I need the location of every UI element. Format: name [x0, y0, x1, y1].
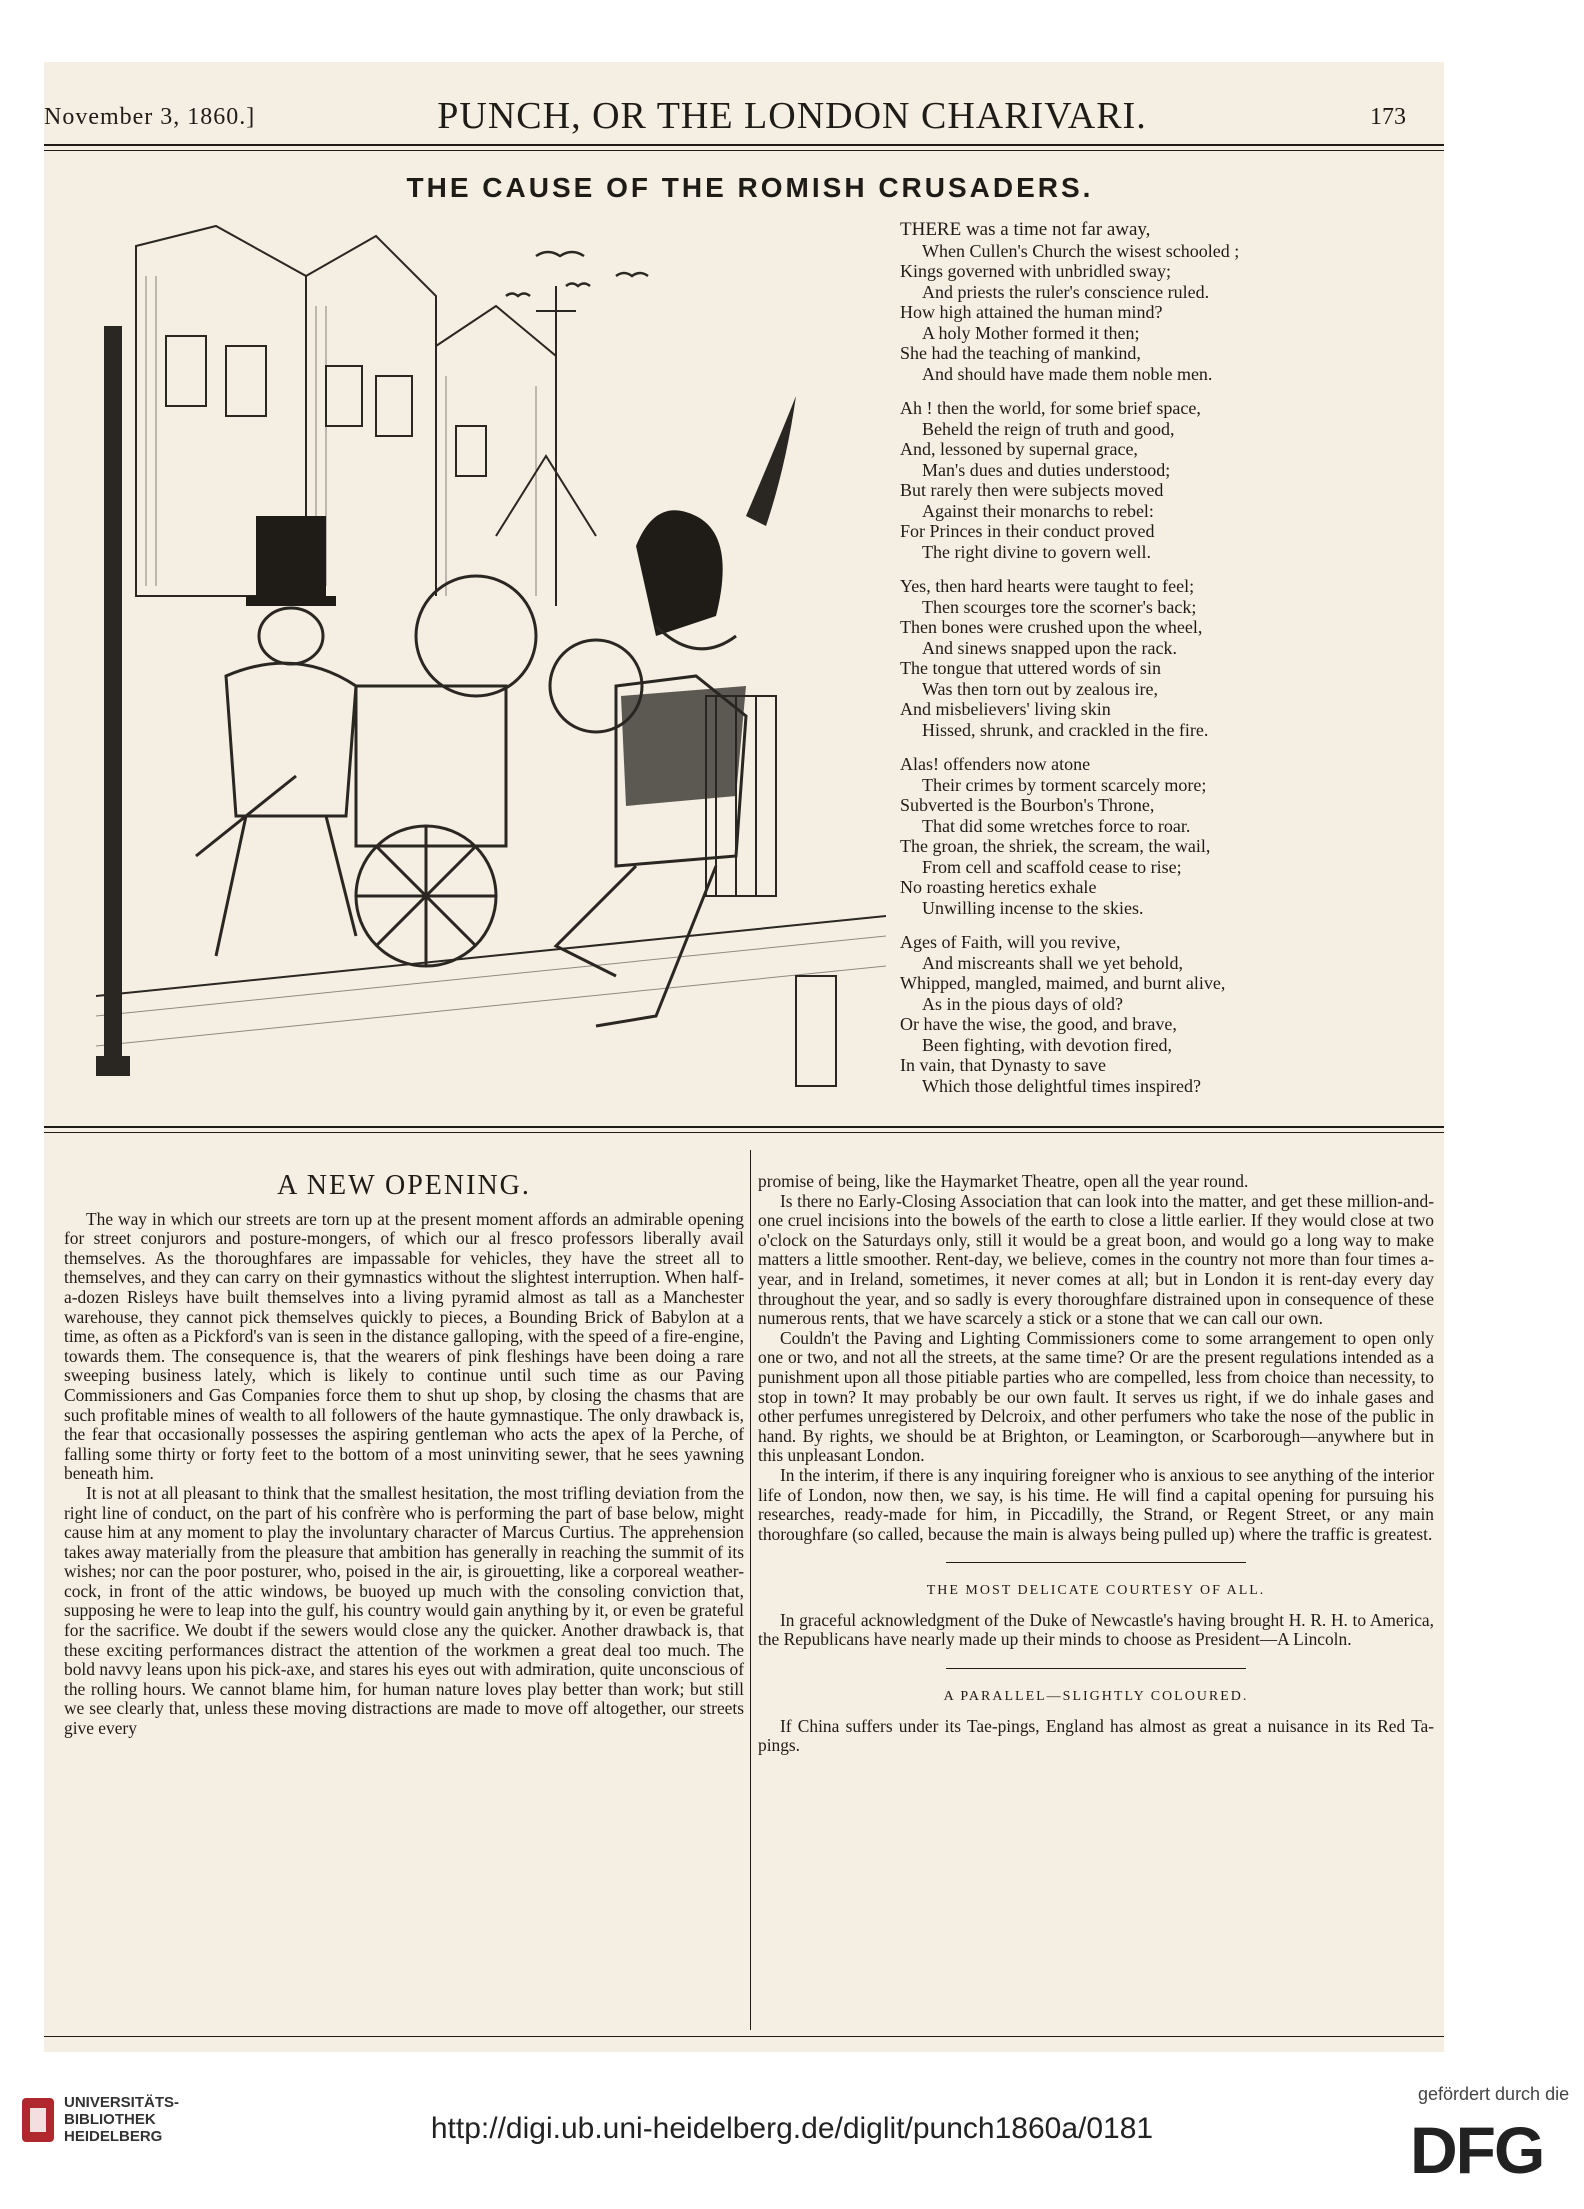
poem-line: Beheld the reign of truth and good, [922, 418, 1175, 439]
poem-stanza [900, 576, 1340, 740]
poem-line: She had the teaching of mankind, [900, 343, 1141, 363]
article-paragraph: The way in which our streets are torn up at the present moment affords an admirable opening for street conjurors and posture-mongers, of which our al fresco professors liberally avail themselves. As the thoroughfares are impassable for vehicles, they have the street all to themselves, and they can carry on their gymnastics without the slightest interruption. When half-a-dozen Risleys have built themselves into a living pyramid almost as tall as a Manchester warehouse, they cannot pick themselves quickly to pieces, a Bounding Brick of Babylon at a time, as often as a Pickford's van is seen in the distance galloping, with the speed of a fire-engine, towards them. The consequence is, that the wearers of pink fleshings have been doing a rare sweeping business lately, which is likely to continue until such time as our Paving Commissioners and Gas Companies force them to shut up shop, by closing the chasms that are such profitable mines of wealth to all followers of the haute gymnastique. The only drawback is, the fear that occasionally possesses the aspiring gentleman who acts the apex of la Perche, of falling some thirty or forty feet to the bottom of a most uninviting sewer, that he sees yawning beneath him. [64, 1208, 744, 1484]
item-divider [946, 1562, 1246, 1563]
poem-line: Been fighting, with devotion fired, [922, 1034, 1172, 1055]
poem-line: And misbelievers' living skin [900, 699, 1111, 719]
header-rule-thin [44, 150, 1444, 151]
poem-line: Unwilling incense to the skies. [922, 897, 1144, 918]
library-logo-line: HEIDELBERG [64, 2128, 163, 2145]
parallel-title: A PARALLEL—SLIGHTLY COLOURED. [943, 1689, 1249, 1705]
cartoon-title: THE CAUSE OF THE ROMISH CRUSADERS. [406, 172, 1094, 203]
poem-line: And sinews snapped upon the rack. [922, 637, 1177, 658]
poem-line: And miscreants shall we yet behold, [922, 952, 1183, 973]
poem-line: The tongue that uttered words of sin [900, 658, 1161, 678]
masthead-title: PUNCH, OR THE LONDON CHARIVARI. [437, 95, 1147, 137]
poem-line: Or have the wise, the good, and brave, [900, 1014, 1177, 1034]
poem-stanza [900, 932, 1340, 1096]
footer-rule [44, 2036, 1444, 2037]
section-rule-thin [44, 1132, 1444, 1133]
poem-line: Was then torn out by zealous ire, [922, 678, 1158, 699]
poem-line: But rarely then were subjects moved [900, 480, 1164, 500]
poem-line: When Cullen's Church the wisest schooled ; [922, 240, 1240, 261]
article-continuation [758, 1172, 1434, 1756]
sponsor-text: gefördert durch die [1418, 2084, 1570, 2104]
source-url-link[interactable]: http://digi.ub.uni-heidelberg.de/diglit/punch1860a/0181 [430, 2112, 1154, 2145]
poem-stanza [900, 398, 1340, 562]
poem-line: And, lessoned by supernal grace, [900, 439, 1138, 459]
article-paragraph: In the interim, if there is any inquiring foreigner who is anxious to see anything of the interior life of London, now then, we say, is his time. He will find a capital opening for pursuing his researches, ready-made for him, in Piccadilly, the Strand, or Regent Street, or any main thoroughfare (so called, because the main is always being pulled up) where the traffic is greatest. [758, 1464, 1434, 1544]
poem-line: In vain, that Dynasty to save [900, 1055, 1106, 1075]
poem-line: Yes, then hard hearts were taught to feel; [900, 576, 1195, 596]
poem-line: Ah ! then the world, for some brief space, [900, 398, 1201, 418]
poem-line: Hissed, shrunk, and crackled in the fire. [922, 719, 1209, 740]
poem-line: Which those delightful times inspired? [922, 1075, 1201, 1096]
courtesy-title: THE MOST DELICATE COURTESY OF ALL. [926, 1583, 1266, 1599]
poem-line: And priests the ruler's conscience ruled. [922, 281, 1210, 302]
article-paragraph: Couldn't the Paving and Lighting Commissioners come to some arrangement to open only one or two, and not all the streets, at the same time? Or are the present regulations intended as a punishment upon all those pitiable parties who are compelled, less from choice than necessity, to stop in town? It may probably be our own fault. It serves us right, if we do inhale gases and other perfumes unregistered by Delcroix, and other perfumers who take the nose of the public in hand. By rights, we should be at Brighton, or Leamington, or Scarborough—anywhere but in this unpleasant London. [758, 1327, 1434, 1466]
poem-line: Alas! offenders now atone [900, 754, 1091, 774]
poem-line: From cell and scaffold cease to rise; [922, 856, 1182, 877]
poem-line: Subverted is the Bourbon's Throne, [900, 795, 1155, 815]
article-paragraph: promise of being, like the Haymarket Theatre, open all the year round. [758, 1171, 1249, 1191]
poem-stanza [900, 220, 1340, 384]
poem-line: The groan, the shriek, the scream, the wail, [900, 836, 1211, 856]
poem-line: No roasting heretics exhale [900, 877, 1097, 897]
poem-line: Against their monarchs to rebel: [922, 500, 1154, 521]
poem [900, 220, 1340, 1110]
column-divider [750, 1150, 751, 2030]
article-new-opening [64, 1170, 744, 1739]
cartoon-illustration [96, 216, 886, 1106]
poem-line: Then bones were crushed upon the wheel, [900, 617, 1203, 637]
article-title: A NEW OPENING. [277, 1170, 531, 1201]
poem-line: Their crimes by torment scarcely more; [922, 774, 1207, 795]
poem-line: Kings governed with unbridled sway; [900, 261, 1171, 281]
poem-line: The right divine to govern well. [922, 541, 1151, 562]
issue-date: November 3, 1860.] [44, 104, 256, 130]
poem-line: Ages of Faith, will you revive, [900, 932, 1121, 952]
header-rule [44, 144, 1444, 146]
poem-line: As in the pious days of old? [922, 993, 1123, 1014]
library-logo-line: BIBLIOTHEK [64, 2111, 156, 2128]
poem-line: Whipped, mangled, maimed, and burnt alive, [900, 973, 1226, 993]
article-paragraph: It is not at all pleasant to think that the smallest hesitation, the most trifling deviation from the right line of conduct, on the part of his confrère who is performing the part of base below, might cause him at any moment to play the involuntary character of Marcus Curtius. The apprehension takes away materially from the pleasure that ambition has generally in reaching the summit of its wishes; nor can the poor posturer, who, poised in the air, is girouetting, like a corporeal weather-cock, in front of the attic windows, be buoyed up much with the consoling conviction that, supposing he were to leap into the gulf, his country would gain anything by it, or even be grateful for the sacrifice. We doubt if the sewers would close any the quicker. Another drawback is, that these exciting performances distract the attention of the workmen a great deal too much. The bold navvy leans upon his pick-axe, and stares his eyes out with admiration, quite unconscious of the rolling hours. We cannot blame him, for human nature loves play better than work; but still we see clearly that, unless these moving distractions are made to move off altogether, our streets give every [64, 1482, 744, 1739]
library-logo-line: UNIVERSITÄTS- [64, 2094, 180, 2111]
poem-line: THERE was a time not far away, [900, 219, 1151, 240]
poem-stanza [900, 754, 1340, 918]
parallel-paragraph: If China suffers under its Tae-pings, England has almost as great a nuisance in its Red Ta-pings. [758, 1715, 1434, 1756]
dfg-logo: DFG [1410, 2113, 1544, 2187]
article-paragraph: Is there no Early-Closing Association that can look into the matter, and get these million-and-one cruel incisions into the bowels of the earth to close a little earlier. If they would close at two o'clock on the Saturdays only, still it would be a great boon, and would go a long way to make matters a little smoother. Rent-day, we believe, comes in the country not more than four times a-year, and in Ireland, sometimes, it never comes at all; but in London it is rent-day every day throughout the year, and so sadly is every thoroughfare distrained upon in consequence of these numerous rents, that we have scarcely a stick or a stone that we can call our own. [758, 1190, 1434, 1329]
item-divider [946, 1668, 1246, 1669]
section-rule [44, 1126, 1444, 1128]
poem-line: Then scourges tore the scorner's back; [922, 596, 1197, 617]
poem-line: Man's dues and duties understood; [922, 459, 1171, 480]
page-number: 173 [1370, 104, 1406, 130]
poem-line: That did some wretches force to roar. [922, 815, 1191, 836]
poem-line: And should have made them noble men. [922, 363, 1213, 384]
poem-line: How high attained the human mind? [900, 302, 1163, 322]
poem-line: For Princes in their conduct proved [900, 521, 1155, 541]
poem-line: A holy Mother formed it then; [922, 322, 1140, 343]
courtesy-paragraph: In graceful acknowledgment of the Duke of Newcastle's having brought H. R. H. to America, the Republicans have nearly made up their minds to choose as President—A Lincoln. [758, 1609, 1434, 1650]
